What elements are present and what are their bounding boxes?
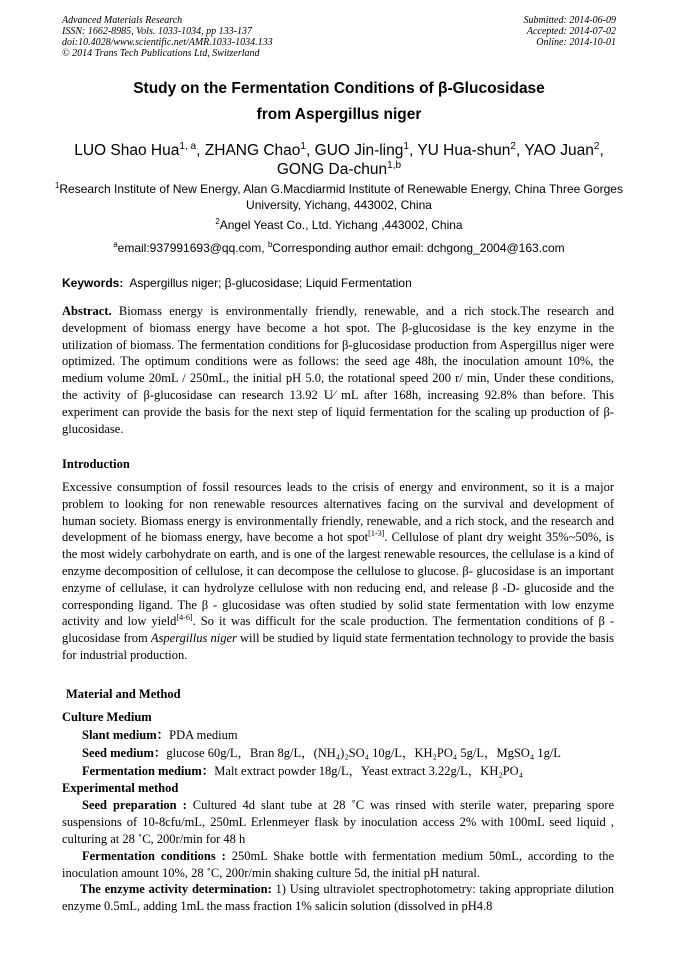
introduction-heading: Introduction xyxy=(62,457,130,471)
keywords xyxy=(62,276,412,290)
author-name: YU Hua-shun xyxy=(417,142,511,159)
species-name: Aspergillus niger xyxy=(150,631,237,646)
online-date: Online: 2014-10-01 xyxy=(536,37,616,48)
publication-dates xyxy=(524,15,617,48)
introduction-body: Excessive consumption of fossil resources leads to the crisis of energy and environment, so it is a major problem to looking for non renewable resources alternatives facing on the survival and development of human society. Biomass energy is environmentally friendly, renewable, and a rich stock, and the research and development of he biomass energy, have become a hot spot[1-3]. Cellulose of plant dry weight 35%~50%, is the most widely carbohydrate on earth, and is one of the largest renewable resources, the cellulase is a kind of enzyme decomposition of cellulose, it can decompose the cellulose to glucose. β- glucosidase is an important enzyme of cellulase, it can hydrolyze cellulose with non reducing end, and release β -D- glucoside and the corresponding ligand. The β - glucosidase was often studied by solid state fermentation with low enzyme activity and low yield[4-6]. So it was difficult for the scale production. The fermentation conditions of β - glucosidase from Aspergillus niger will be studied by liquid state fermentation technology to provide the basis for industrial production. xyxy=(62,480,615,662)
email-b: Corresponding author email: dchgong_2004@163.com xyxy=(272,241,565,255)
author-emails: $^a$email:937991693@qq.com, $^b$Corresponding author email: dchgong_2004@163.com xyxy=(113,240,565,255)
abstract-text: Biomass energy is environmentally friendly, renewable, and a rich stock.The research and development of biomass energy have become a hot spot. The β-glucosidase is the key enzyme in the utilization of biomass. The fermentation conditions for β-glucosidase production from Aspergillus niger were optimized. The optimum conditions were as follows: the seed age 48h, the inoculation amount 10%, the medium volume 20mL / 250mL, the initial pH 5.0, the rotational speed 200 r/ min, Under these conditions, the activity of β-glucosidase can research 13.92 U⁄ mL after 168h, increasing 92.8% than before. This experiment can provide the basis for the next step of liquid fermentation for the scaling up production of β- glucosidase. xyxy=(62,304,615,436)
author-name: LUO Shao Hua xyxy=(74,142,180,159)
abstract xyxy=(62,303,614,437)
paper-title-line2: from Aspergillus niger xyxy=(256,106,422,123)
fermentation-medium: Fermentation medium：Malt extract powder 18g/L，Yeast extract 3.22g/L，KH₂PO₄ xyxy=(82,764,524,778)
abstract-label: Abstract. xyxy=(62,304,112,318)
citation: [1-3] xyxy=(368,529,385,539)
author-name: GONG Da-chun xyxy=(276,161,388,178)
journal-info xyxy=(62,15,273,59)
affiliation-1: $^1$Research Institute of New Energy, Alan G.Macdiarmid Institute of Renewable Energy, China Three Gorges University, Yichang, 443002, China xyxy=(55,181,623,212)
submitted-date: Submitted: 2014-06-09 xyxy=(523,15,616,26)
enzyme-activity-determination: The enzyme activity determination: 1) Using ultraviolet spectrophotometry: taking appropriate dilution enzyme 0.5mL, adding 1mL the mass fraction 1% salicin solution (dissolved in pH4.8 xyxy=(62,882,615,913)
email-a: email:937991693@qq.com, xyxy=(117,241,268,255)
author-list: LUO Shao Hua$^{1, a}$, ZHANG Chao$^1$, GUO Jin-ling$^1$, YU Hua-shun$^2$, YAO Juan$^2$, GONG Da-chun$^{1,b}$ xyxy=(74,140,604,178)
issn-line: ISSN: 1662-8985, Vols. 1033-1034, pp 133-137 xyxy=(62,26,252,37)
seed-medium: Seed medium：glucose 60g/L，Bran 8g/L，(NH₄)₂SO₄ 10g/L，KH₂PO₄ 5g/L，MgSO₄ 1g/L xyxy=(82,746,561,760)
author-name: YAO Juan xyxy=(524,142,594,159)
slant-medium: Slant medium：PDA medium xyxy=(82,728,238,742)
journal-name: Advanced Materials Research xyxy=(62,15,183,26)
keywords-label: Keywords: xyxy=(62,276,124,290)
paper-title-line1: Study on the Fermentation Conditions of β-Glucosidase xyxy=(133,80,545,97)
copyright-line: © 2014 Trans Tech Publications Ltd, Switzerland xyxy=(62,48,260,59)
author-name: ZHANG Chao xyxy=(204,142,301,159)
methods-heading: Material and Method xyxy=(66,687,181,701)
experimental-method-heading: Experimental method xyxy=(62,781,179,795)
doi-line: doi:10.4028/www.scientific.net/AMR.1033-1034.133 xyxy=(62,37,273,48)
seed-preparation: Seed preparation : Cultured 4d slant tube at 28 ˚C was rinsed with sterile water, preparing spore suspensions of 10-8cfu/mL, 250mL Erlenmeyer flask by inoculation access 2% with 100mL seed liquid , culturing at 28 ˚C, 200r/min for 48 h xyxy=(62,798,614,846)
keywords-text: Aspergillus niger; β-glucosidase; Liquid Fermentation xyxy=(129,276,412,290)
affiliation-2: $^2$Angel Yeast Co., Ltd. Yichang ,443002, China xyxy=(215,217,463,232)
culture-medium-heading: Culture Medium xyxy=(62,710,152,724)
author-name: GUO Jin-ling xyxy=(314,142,404,159)
citation: [4-6] xyxy=(176,613,193,623)
accepted-date: Accepted: 2014-07-02 xyxy=(526,26,616,37)
fermentation-conditions: Fermentation conditions : 250mL Shake bottle with fermentation medium 50mL, according to the inoculation amount 10%, 28 ˚C, 200r/min shaking culture 5d, the initial pH natural. xyxy=(62,849,615,880)
